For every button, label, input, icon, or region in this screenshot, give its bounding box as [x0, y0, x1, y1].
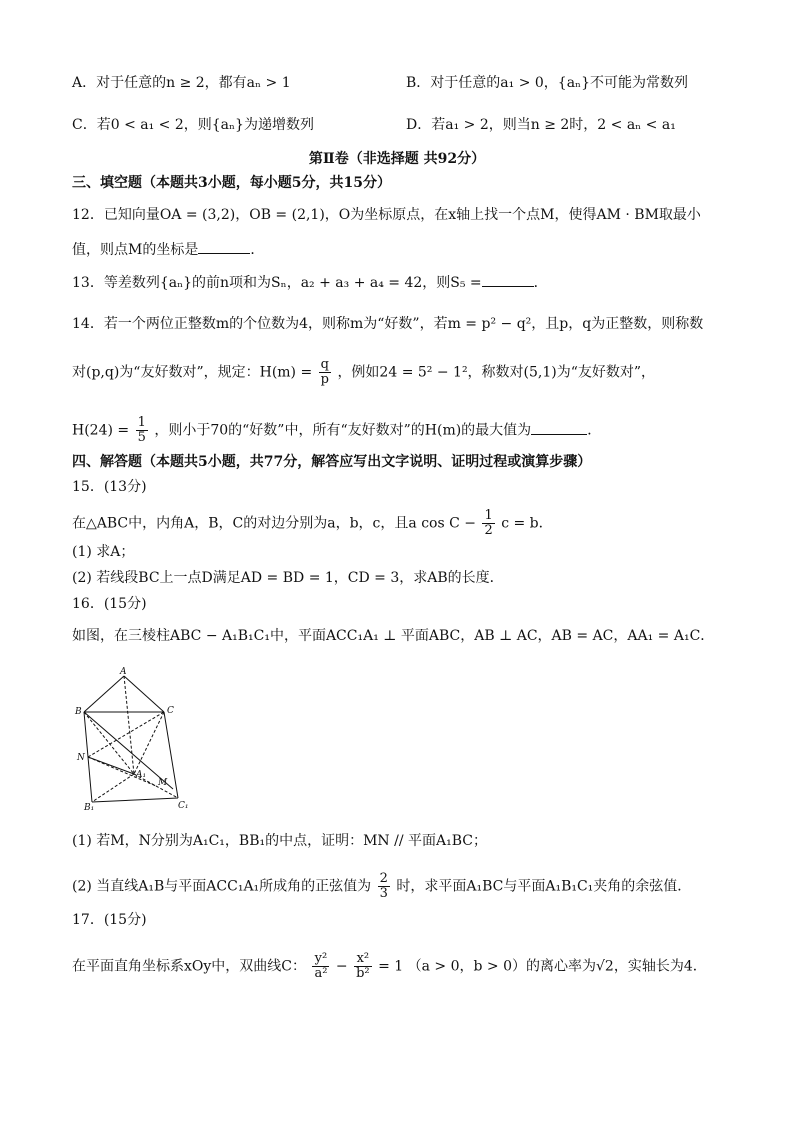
q13-answer-blank: [482, 272, 534, 287]
q17-minus: −: [335, 958, 348, 975]
q16-frac-num: 2: [379, 871, 388, 886]
edge-aa1: [124, 676, 134, 774]
q12-line2: 值，则点M的坐标是 ．: [72, 239, 264, 260]
q17-fraction-x2-b2: [354, 952, 372, 981]
q12-answer-blank: [198, 239, 250, 254]
q14-line3b: ，则小于70的“好数”中，所有“友好数对”的H(m)的最大值为: [154, 422, 532, 439]
label-m: M: [158, 778, 168, 788]
q15-part1: (1) 求A；: [72, 544, 135, 560]
q17-stem-b: （a > 0，b > 0）的离心率为√2，实轴长为4．: [407, 958, 707, 975]
q17-eq: = 1: [378, 958, 404, 975]
q15-stem-b: c = b．: [501, 515, 553, 532]
q17-stem: [72, 952, 707, 981]
q13-text: 13．等差数列{aₙ}的前n项和为Sₙ，a₂ + a₃ + a₄ = 42，则S₅ =: [72, 275, 482, 291]
part-3-title: 三、填空题（本题共3小题，每小题5分，共15分）: [72, 175, 391, 191]
q16-frac-den: 3: [379, 886, 388, 901]
q15-head: 15．(13分): [72, 479, 147, 495]
q15-stem-a: 在△ABC中，内角A，B，C的对边分别为a，b，c，且a cos C −: [72, 515, 476, 532]
label-b1: B₁: [84, 803, 95, 813]
q17-stem-a: 在平面直角坐标系xOy中，双曲线C：: [72, 958, 306, 975]
q17-frac2-den: b²: [356, 966, 370, 981]
q16-part2: [72, 872, 691, 901]
q14-answer-blank: [531, 420, 587, 435]
q17-frac2-num: x²: [354, 952, 372, 967]
q12-line1: 12．已知向量OA = (3,2)，OB = (2,1)，O为坐标原点，在x轴上找一个点M，使得AM · BM取最小: [72, 207, 701, 223]
edge-b1c1: [92, 798, 178, 802]
q15-fraction-half: [482, 509, 494, 538]
q16-stem: 如图，在三棱柱ABC − A₁B₁C₁中，平面ACC₁A₁ ⊥ 平面ABC，AB ⊥ AC，AB = AC，AA₁ = A₁C．: [72, 628, 715, 644]
q14-line1: 14．若一个两位正整数m的个位数为4，则称m为“好数”，若m = p² − q²，且p，q为正整数，则称数: [72, 316, 704, 332]
q14-frac2-num: 1: [137, 415, 146, 430]
q16-part2a: (2) 当直线A₁B与平面ACC₁A₁所成角的正弦值为: [72, 878, 372, 895]
prism-figure: [74, 664, 204, 814]
label-c1: C₁: [178, 801, 189, 811]
q14-line3: H(24) = $\frac{1}{5}$ ，则小于70的“好数”中，所有“友好数对”的H(m)的最大值为 ．: [72, 415, 602, 445]
q12-line2-text: 值，则点M的坐标是: [72, 242, 199, 258]
options-row-2: [72, 114, 722, 134]
part-4-title: 四、解答题（本题共5小题，共77分，解答应写出文字说明、证明过程或演算步骤）: [72, 454, 592, 470]
q14-fraction-q-over-p: [319, 358, 331, 387]
q17-frac1-den: a²: [314, 966, 328, 981]
edge-ac: [124, 676, 164, 712]
q14-frac1-num: q: [320, 357, 329, 372]
label-a1: A₁: [136, 770, 147, 780]
q15-frac-num: 1: [484, 508, 493, 523]
q16-part2b: 时，求平面A₁BC与平面A₁B₁C₁夹角的余弦值．: [396, 878, 692, 895]
label-n: N: [77, 753, 85, 763]
section-2-title: 第Ⅱ卷（非选择题 共92分）: [308, 151, 486, 167]
q15-stem: [72, 509, 553, 538]
q17-fraction-y2-a2: [312, 952, 329, 981]
q14-fraction-1-over-5: [136, 416, 148, 445]
q14-line3a: H(24) =: [72, 422, 130, 439]
q14-frac1-den: p: [320, 372, 329, 387]
option-a: A．对于任意的n ≥ 2，都有aₙ > 1: [72, 75, 291, 91]
q15-part2: (2) 若线段BC上一点D满足AD = BD = 1，CD = 3，求AB的长度．: [72, 570, 504, 586]
q17-head: 17．(15分): [72, 912, 147, 928]
label-c: C: [167, 706, 174, 716]
options-row-1: [72, 72, 722, 92]
option-d: D．若a₁ > 2，则当n ≥ 2时，2 < aₙ < a₁: [406, 117, 676, 133]
q14-line2: [72, 358, 655, 387]
q15-frac-den: 2: [484, 523, 493, 538]
label-b: B: [75, 707, 82, 717]
edge-a1b1: [92, 774, 134, 802]
q14-frac2-den: 5: [137, 430, 146, 445]
q14-line2b: ，例如24 = 5² − 1²，称数对(5,1)为“友好数对”，: [337, 364, 656, 381]
label-a: A: [120, 667, 127, 677]
q16-fraction-two-thirds: [378, 872, 390, 901]
q17-frac1-num: y²: [312, 952, 329, 967]
option-b: B．对于任意的a₁ > 0，{aₙ}不可能为常数列: [406, 75, 689, 91]
edge-ab: [84, 676, 124, 712]
q14-line2a: 对(p,q)为“友好数对”，规定：H(m) =: [72, 364, 313, 381]
option-c: C．若0 < a₁ < 2，则{aₙ}为递增数列: [72, 117, 314, 133]
q13: 13．等差数列{aₙ}的前n项和为Sₙ，a₂ + a₃ + a₄ = 42，则S₅ = ．: [72, 272, 548, 293]
q16-head: 16．(15分): [72, 596, 147, 612]
q16-part1: (1) 若M，N分别为A₁C₁，BB₁的中点，证明：MN // 平面A₁BC；: [72, 833, 488, 849]
